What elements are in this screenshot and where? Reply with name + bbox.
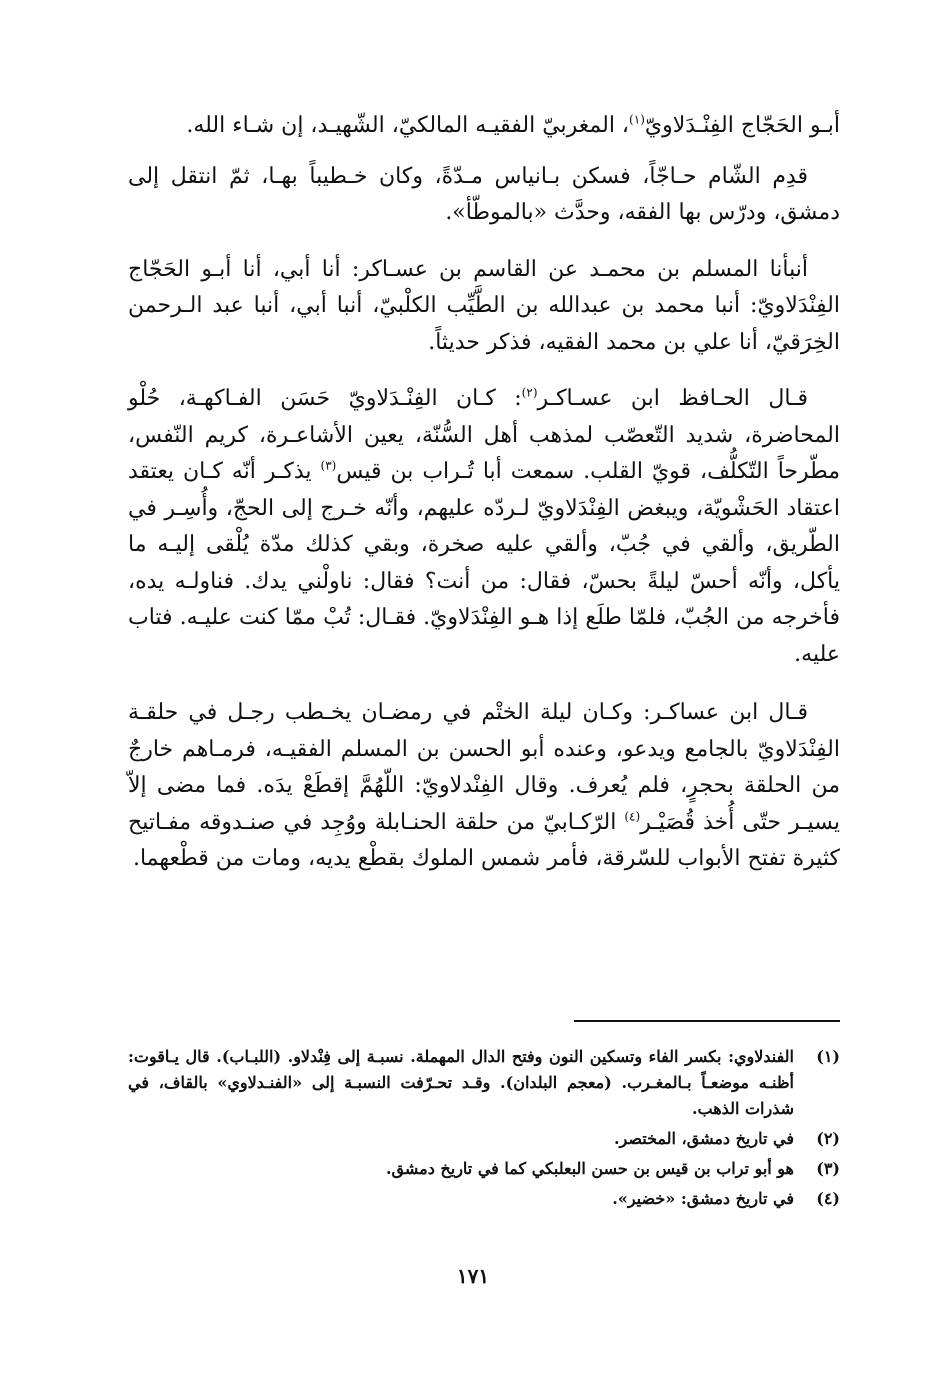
footnotes: [128, 1044, 840, 1216]
paragraph-5: [128, 695, 840, 878]
paragraph-2: [128, 159, 840, 232]
footnote-4-number: (٤): [816, 1189, 840, 1208]
page-number: ١٧١: [456, 1264, 490, 1288]
paragraph-2-text: قدِم الشّام حـاجّاً، فسكن بـانياس مـدّةً، وكان خـطيباً بهـا، ثمّ انتقل إلى دمشق، ودرّس بها الفقه، وحدَّث «بالموطّأ».: [128, 163, 840, 225]
footnote-3-text: هو أبو تراب بن قيس بن حسن البعلبكي كما في تاريخ دمشق.: [385, 1159, 794, 1178]
footnote-1-text: الفندلاوي: بكسر الفاء وتسكين النون وفتح الدال المهملة. نسبـة إلى فِنْدلاو. (اللبـاب). قال يـاقوت: أظنـه موضعـاً بـالمغـرب. (معجم البلدان). وقـد تحـرّفت النسبـة إلى «الفنـدلاوي» بالقاف، في شذرات الذهب.: [128, 1047, 795, 1118]
footnote-2-text: في تاريخ دمشق، المختصر.: [613, 1129, 794, 1148]
footnote-ref-2: (٢): [521, 385, 538, 400]
footnote-1: [128, 1044, 840, 1122]
footnote-4: [128, 1186, 840, 1212]
footnote-2-number: (٢): [816, 1129, 840, 1148]
footnote-ref-3: (٣): [320, 458, 337, 473]
paragraph-3: [128, 252, 840, 362]
paragraph-1-part-1: أبـو الحَجّاج الفِنْـدَلاويّ: [644, 113, 840, 138]
footnote-divider: [574, 1020, 840, 1022]
paragraph-4: [128, 381, 840, 673]
main-text: [128, 108, 840, 878]
footnote-1-number: (١): [816, 1047, 840, 1066]
footnote-ref-4: (٤): [624, 809, 641, 824]
paragraph-3-text: أنبأنا المسلم بن محمـد عن القاسم بن عسـاكر: أنا أبي، أنا أبـو الحَجّاج الفِنْدَلاويّ: أنبا محمد بن عبدالله بن الطَّيِّب الكلْبيّ، أنبا أبي، أنبا عبد الـرحمن الخِرَقيّ، أنا علي بن محمد الفقيه، فذكر حديثاً.: [128, 256, 840, 355]
paragraph-5-part-1: قـال ابن عساكـر: وكـان ليلة الختْم في رمضـان يخـطب رجـل في حلقـة الفِنْدَلاويّ بالجامع ويدعو، وعنده أبو الحسن بن المسلم الفقيـه، فرمـاهم خارجٌ من الحلقة بحجرٍ، فلم يُعرف. وقال الفِنْدلاويّ: اللّهُمَّ إقطَعْ يدَه. فما مضى إلاّ يسيـر حتّى أُخذ قُصَيْـر: [128, 700, 840, 835]
paragraph-4-part-2: : كـان الفِنْـدَلاويّ حَسَن الفـاكهـة، حُلْو المحاضرة، شديد التّعصّب لمذهب أهل السُّنّة، يعين الأشاعـرة، كريم النّفس، مطّرحاً التّكلُّف، قويّ القلب. سمعت أبا تُـراب بن قيس: [128, 386, 840, 484]
paragraph-4-part-3: يذكـر أنّه كـان يعتقد اعتقاد الحَشْويّة، ويبغض الفِنْدَلاويّ لـردّه عليهم، وأنّه خـرج إلى الحجّ، وأُسِـر في الطّريق، وألقي في جُبّ، وألقي عليه صخرة، وبقي كذلك مدّة يُلْقى إليـه ما يأكل، وأنّه أحسّ ليلةً بحسّ، فقال: من أنت؟ فقال: ناولْني يدك. فناولـه يده، فأخرجه من الجُبّ، فلمّا طلَع إذا هـو الفِنْدَلاويّ. فقـال: تُبْ ممّا كنت عليـه. فتاب عليه.: [128, 459, 841, 667]
paragraph-1: [128, 108, 840, 145]
footnote-3-number: (٣): [816, 1159, 840, 1178]
footnote-3: [128, 1156, 840, 1182]
footnote-4-text: في تاريخ دمشق: «خضير».: [612, 1189, 794, 1208]
footnote-2: [128, 1126, 840, 1152]
paragraph-4-part-1: قـال الحـافظ ابن عسـاكـر: [537, 386, 808, 411]
paragraph-5-part-2: الرّكـابيّ من حلقة الحنـابلة ووُجِد في صنـدوقه مفـاتيح كثيرة تفتح الأبواب للسّرقة، فأمر شمس الملوك بقطْع يديه، ومات من قطْعهما.: [128, 809, 840, 871]
paragraph-1-part-2: ، المغربيّ الفقيـه المالكيّ، الشّهيـد، إن شـاء الله.: [186, 113, 630, 138]
footnote-ref-1: (١): [629, 112, 645, 127]
